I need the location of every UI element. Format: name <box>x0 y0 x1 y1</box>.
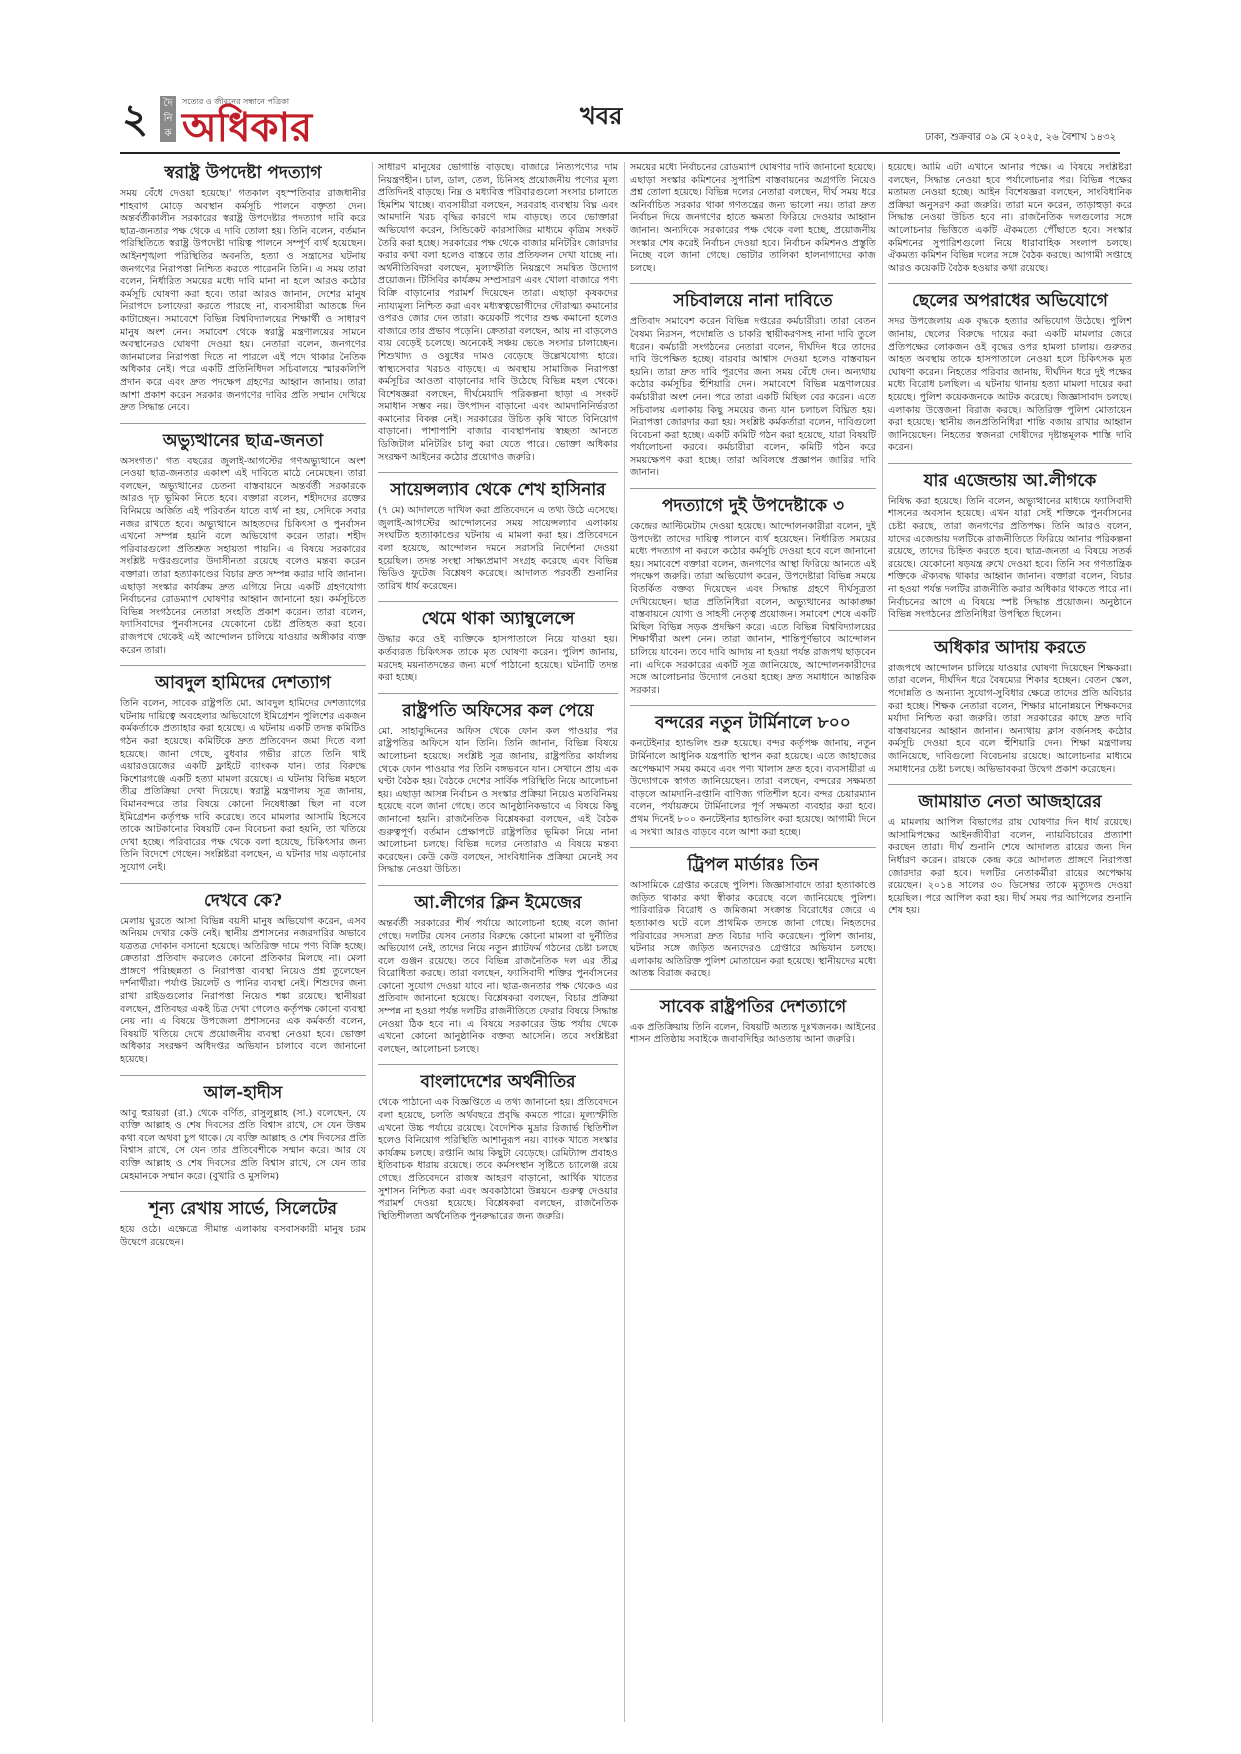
article <box>120 883 366 1067</box>
article-body: রাজপথে আন্দোলন চালিয়ে যাওয়ার ঘোষণা দিয়েছেন শিক্ষকরা। তারা বলেন, দীর্ঘদিন ধরে বৈষম্যের শিকার হচ্ছেন। বেতন স্কেল, পদোন্নতি ও অন্যান্য সুযোগ-সুবিধার ক্ষেত্রে তাদের প্রতি অবিচার করা হচ্ছে। শিক্ষক নেতারা বলেন, শিক্ষার মানোন্নয়নে শিক্ষকদের মর্যাদা নিশ্চিত করা জরুরি। তারা সরকারের কাছে দ্রুত দাবি বাস্তবায়নের আহ্বান জানান। অন্যথায় ক্লাস বর্জনসহ কঠোর কর্মসূচি দেওয়া হবে বলে হুঁশিয়ারি দেন। শিক্ষা মন্ত্রণালয় জানিয়েছে, দাবিগুলো বিবেচনায় রয়েছে। আলোচনার মাধ্যমে সমাধানের চেষ্টা চলছে। অভিভাবকরা উদ্বেগ প্রকাশ করেছেন। <box>888 662 1132 775</box>
column-divider <box>372 162 373 1722</box>
article-body: উদ্ধার করে ওই ব্যক্তিকে হাসপাতালে নিয়ে যাওয়া হয়। কর্তব্যরত চিকিৎসক তাকে মৃত ঘোষণা করেন। পুলিশ জানায়, মরদেহ ময়নাতদন্তের জন্য মর্গে পাঠানো হয়েছে। ঘটনাটি তদন্ত করা হচ্ছে। <box>378 634 618 684</box>
article-body: আসামিকে গ্রেপ্তার করেছে পুলিশ। জিজ্ঞাসাবাদে তারা হত্যাকাণ্ডে জড়িত থাকার কথা স্বীকার করেছে বলে জানিয়েছে পুলিশ। পারিবারিক বিরোধ ও জমিজমা সংক্রান্ত বিরোধের জেরে এ হত্যাকাণ্ড ঘটে বলে প্রাথমিক তদন্তে জানা গেছে। নিহতদের পরিবারের সদস্যরা দ্রুত বিচার দাবি করেছেন। পুলিশ জানায়, ঘটনার সঙ্গে জড়িত অন্যদেরও গ্রেপ্তারে অভিযান চলছে। এলাকায় অতিরিক্ত পুলিশ মোতায়েন করা হয়েছে। স্থানীয়দের মধ্যে আতঙ্ক বিরাজ করছে। <box>630 880 876 980</box>
article-body: কেন্দ্রের আল্টিমেটাম দেওয়া হয়েছে। আন্দোলনকারীরা বলেন, দুই উপদেষ্টা তাদের দায়িত্ব পালনে ব্যর্থ হয়েছেন। নির্ধারিত সময়ের মধ্যে পদত্যাগ না করলে কঠোর কর্মসূচি দেওয়া হবে বলে জানানো হয়। সমাবেশে বক্তারা বলেন, জনগণের আস্থা ফিরিয়ে আনতে এই পদক্ষেপ জরুরি। তারা অভিযোগ করেন, উপদেষ্টারা বিভিন্ন সময়ে বিতর্কিত বক্তব্য দিয়েছেন এবং সিদ্ধান্ত গ্রহণে দীর্ঘসূত্রতা দেখিয়েছেন। ছাত্র প্রতিনিধিরা বলেন, অভ্যুত্থানের আকাঙ্ক্ষা বাস্তবায়নে যোগ্য ও সাহসী নেতৃত্ব প্রয়োজন। সমাবেশ শেষে একটি মিছিল বিভিন্ন সড়ক প্রদক্ষিণ করে। এতে বিভিন্ন বিশ্ববিদ্যালয়ের শিক্ষার্থীরা অংশ নেন। তারা জানান, শান্তিপূর্ণভাবে আন্দোলন চালিয়ে যাবেন। তবে দাবি আদায় না হওয়া পর্যন্ত রাজপথ ছাড়বেন না। এদিকে সরকারের একটি সূত্র জানিয়েছে, আন্দোলনকারীদের সঙ্গে আলোচনার উদ্যোগ নেওয়া হচ্ছে। দ্রুত সমাধানে আন্তরিক সরকার। <box>630 521 876 696</box>
article-body: হয়েছে। আমি এটা এখানে আনার পক্ষে। এ বিষয়ে সংশ্লিষ্টরা বলছেন, সিদ্ধান্ত নেওয়া হবে পর্যালোচনার পর। বিভিন্ন পক্ষের মতামত নেওয়া হচ্ছে। আইন বিশেষজ্ঞরা বলছেন, সাংবিধানিক প্রক্রিয়া অনুসরণ করা জরুরি। তারা মনে করেন, তাড়াহুড়া করে সিদ্ধান্ত নেওয়া উচিত হবে না। রাজনৈতিক দলগুলোর সঙ্গে আলোচনার ভিত্তিতে একটি ঐকমত্যে পৌঁছাতে হবে। সংস্কার কমিশনের সুপারিশগুলো নিয়ে ধারাবাহিক সংলাপ চলছে। ঐকমত্য কমিশন বিভিন্ন দলের সঙ্গে বৈঠক করছে। আগামী সপ্তাহে আরও কয়েকটি বৈঠক হওয়ার কথা রয়েছে। <box>888 162 1132 274</box>
article-headline: দেখবে কে? <box>120 883 366 912</box>
article-body: এক প্রতিক্রিয়ায় তিনি বলেন, বিষয়টি অত্যন্ত দুঃখজনক। আইনের শাসন প্রতিষ্ঠায় সবাইকে জবাবদিহির আওতায় আনা জরুরি। <box>630 1021 876 1046</box>
article <box>888 283 1132 455</box>
article <box>630 283 876 480</box>
article-headline: ছেলের অপরাধের অভিযোগে <box>888 283 1132 312</box>
article-headline: যার এজেন্ডায় আ.লীগকে <box>888 463 1132 492</box>
article-body: আবু হুরায়রা (রা.) থেকে বর্ণিত, রাসুলুল্লাহ (সা.) বলেছেন, যে ব্যক্তি আল্লাহ ও শেষ দিবসের প্রতি বিশ্বাস রাখে, সে যেন উত্তম কথা বলে অথবা চুপ থাকে। যে ব্যক্তি আল্লাহ ও শেষ দিবসের প্রতি বিশ্বাস রাখে, সে যেন তার প্রতিবেশীকে সম্মান করে। আর যে ব্যক্তি আল্লাহ ও শেষ দিবসের প্রতি বিশ্বাস রাখে, সে যেন তার মেহমানকে সম্মান করে। (বুখারি ও মুসলিম) <box>120 1107 366 1182</box>
article-headline: বন্দরের নতুন টার্মিনালে ৮০০ <box>630 705 876 734</box>
article-headline: জামায়াত নেতা আজহারের <box>888 784 1132 813</box>
article <box>888 630 1132 776</box>
column-4 <box>888 162 1132 1722</box>
article <box>378 162 618 464</box>
article-body: সাধারণ মানুষের ভোগান্তি বাড়ছে। বাজারে নিত্যপণ্যের দাম নিয়ন্ত্রণহীন। চাল, ডাল, তেল, চিনিসহ প্রয়োজনীয় পণ্যের মূল্য প্রতিদিনই বাড়ছে। নিম্ন ও মধ্যবিত্ত পরিবারগুলো সংসার চালাতে হিমশিম খাচ্ছে। ব্যবসায়ীরা বলছেন, সরবরাহ ব্যবস্থায় বিঘ্ন এবং আমদানি খরচ বৃদ্ধির কারণে দাম বাড়ছে। তবে ভোক্তারা অভিযোগ করেন, সিন্ডিকেট কারসাজির মাধ্যমে কৃত্রিম সংকট তৈরি করা হচ্ছে। সরকারের পক্ষ থেকে বাজার মনিটরিং জোরদার করার কথা বলা হলেও বাস্তবে তার প্রতিফলন দেখা যাচ্ছে না। অর্থনীতিবিদরা বলছেন, মূল্যস্ফীতি নিয়ন্ত্রণে সমন্বিত উদ্যোগ প্রয়োজন। টিসিবির কার্যক্রম সম্প্রসারণ এবং খোলা বাজারে পণ্য বিক্রি বাড়ানোর পরামর্শ দিয়েছেন তারা। এছাড়া কৃষকদের ন্যায্যমূল্য নিশ্চিত করা এবং মধ্যস্বত্বভোগীদের দৌরাত্ম্য কমানোর ওপরও জোর দেন তারা। কয়েকটি পণ্যের শুল্ক কমানো হলেও বাজারে তার প্রভাব পড়েনি। ক্রেতারা বলছেন, আয় না বাড়লেও ব্যয় বেড়েই চলেছে। অনেকেই সঞ্চয় ভেঙে সংসার চালাচ্ছেন। শিশুখাদ্য ও ওষুধের দামও বেড়েছে উল্লেখযোগ্য হারে। স্বাস্থ্যসেবার খরচও বাড়ছে। এ অবস্থায় সামাজিক নিরাপত্তা কর্মসূচির আওতা বাড়ানোর দাবি উঠেছে বিভিন্ন মহল থেকে। বিশেষজ্ঞরা বলছেন, দীর্ঘমেয়াদি পরিকল্পনা ছাড়া এ সংকট সমাধান সম্ভব নয়। উৎপাদন বাড়ানো এবং আমদানিনির্ভরতা কমানোর বিকল্প নেই। সরকারের উচিত কৃষি খাতে বিনিয়োগ বাড়ানো। পাশাপাশি বাজার ব্যবস্থাপনায় স্বচ্ছতা আনতে ডিজিটাল মনিটরিং চালু করা যেতে পারে। ভোক্তা অধিকার সংরক্ষণ আইনের কঠোর প্রয়োগও জরুরি। <box>378 162 618 463</box>
article <box>378 472 618 593</box>
article-headline: ট্রিপল মার্ডারঃ তিন <box>630 847 876 876</box>
article <box>120 162 366 415</box>
article-body: প্রতিবাদ সমাবেশ করেন বিভিন্ন দপ্তরের কর্মচারীরা। তারা বেতন বৈষম্য নিরসন, পদোন্নতি ও চাকরি স্থায়ীকরণসহ নানা দাবি তুলে ধরেন। কর্মচারী সংগঠনের নেতারা বলেন, দীর্ঘদিন ধরে তাদের দাবি উপেক্ষিত হচ্ছে। বারবার আশ্বাস দেওয়া হলেও বাস্তবায়ন হয়নি। তারা দ্রুত দাবি পূরণের জন্য সময় বেঁধে দেন। অন্যথায় কঠোর কর্মসূচির হুঁশিয়ারি দেন। সমাবেশে বিভিন্ন মন্ত্রণালয়ের কর্মচারীরা অংশ নেন। পরে তারা একটি মিছিল বের করেন। এতে সচিবালয় এলাকায় কিছু সময়ের জন্য যান চলাচল বিঘ্নিত হয়। নিরাপত্তা জোরদার করা হয়। সংশ্লিষ্ট কর্মকর্তারা বলেন, দাবিগুলো বিবেচনা করা হচ্ছে। একটি কমিটি গঠন করা হয়েছে, যারা বিষয়টি পর্যালোচনা করবে। কর্মচারীরা বলেন, কমিটি গঠন করে সময়ক্ষেপণ করা হচ্ছে। তারা অবিলম্বে প্রজ্ঞাপন জারির দাবি জানান। <box>630 316 876 479</box>
article-headline: আ.লীগের ক্লিন ইমেজের <box>378 885 618 914</box>
article <box>630 162 876 275</box>
article-body: মেলায় ঘুরতে আসা বিভিন্ন বয়সী মানুষ অভিযোগ করেন, এসব অনিয়ম দেখার কেউ নেই। স্থানীয় প্রশাসনের নজরদারির অভাবে যত্রতত্র দোকান বসানো হয়েছে। অতিরিক্ত দামে পণ্য বিক্রি হচ্ছে। ক্রেতারা প্রতিবাদ করলেও কোনো প্রতিকার মিলছে না। মেলা প্রাঙ্গণে পরিচ্ছন্নতা ও নিরাপত্তা ব্যবস্থা নিয়েও প্রশ্ন তুলেছেন দর্শনার্থীরা। পর্যাপ্ত টয়লেট ও পানির ব্যবস্থা নেই। শিশুদের জন্য রাখা রাইডগুলোর নিরাপত্তা নিয়েও শঙ্কা রয়েছে। স্থানীয়রা বলছেন, প্রতিবছর একই চিত্র দেখা গেলেও কর্তৃপক্ষ কোনো ব্যবস্থা নেয় না। এ বিষয়ে উপজেলা প্রশাসনের এক কর্মকর্তা বলেন, বিষয়টি খতিয়ে দেখে প্রয়োজনীয় ব্যবস্থা নেওয়া হবে। ভোক্তা অধিকার সংরক্ষণ অধিদপ্তর অভিযান চালাবে বলে জানানো হয়েছে। <box>120 915 366 1066</box>
article-body: সময়ের মধ্যে নির্বাচনের রোডম্যাপ ঘোষণার দাবি জানানো হয়েছে। এছাড়া সংস্কার কমিশনের সুপারিশ বাস্তবায়নের অগ্রগতি নিয়েও প্রশ্ন তোলা হয়েছে। বিভিন্ন দলের নেতারা বলছেন, দীর্ঘ সময় ধরে অনির্বাচিত সরকার থাকা গণতন্ত্রের জন্য ভালো নয়। তারা দ্রুত নির্বাচন দিয়ে জনগণের হাতে ক্ষমতা ফিরিয়ে দেওয়ার আহ্বান জানান। অন্যদিকে সরকারের পক্ষ থেকে বলা হচ্ছে, প্রয়োজনীয় সংস্কার শেষ করেই নির্বাচন দেওয়া হবে। নির্বাচন কমিশনও প্রস্তুতি নিচ্ছে বলে জানা গেছে। ভোটার তালিকা হালনাগাদের কাজ চলছে। <box>630 162 876 274</box>
article-headline: আবদুল হামিদের দেশত্যাগ <box>120 665 366 694</box>
article-headline: আল-হাদীস <box>120 1075 366 1104</box>
article-body: মো. সাহাবুদ্দিনের অফিস থেকে ফোন কল পাওয়ার পর রাষ্ট্রপতির অফিসে যান তিনি। তিনি জানান, বিভিন্ন বিষয়ে আলোচনা হয়েছে। সংশ্লিষ্ট সূত্র জানায়, রাষ্ট্রপতির কার্যালয় থেকে ফোন পাওয়ার পর তিনি বঙ্গভবনে যান। সেখানে প্রায় এক ঘণ্টা বৈঠক হয়। বৈঠকে দেশের সার্বিক পরিস্থিতি নিয়ে আলোচনা হয়। এছাড়া আসন্ন নির্বাচন ও সংস্কার প্রক্রিয়া নিয়েও মতবিনিময় হয়েছে বলে জানা গেছে। তবে আনুষ্ঠানিকভাবে এ বিষয়ে কিছু জানানো হয়নি। রাজনৈতিক বিশ্লেষকরা বলছেন, এই বৈঠক গুরুত্বপূর্ণ। বর্তমান প্রেক্ষাপটে রাষ্ট্রপতির ভূমিকা নিয়ে নানা আলোচনা চলছে। বিভিন্ন দলের নেতারাও এ বিষয়ে মন্তব্য করেছেন। কেউ কেউ বলছেন, সাংবিধানিক প্রক্রিয়া মেনেই সব সিদ্ধান্ত নেওয়া উচিত। <box>378 725 618 876</box>
article-headline: সচিবালয়ে নানা দাবিতে <box>630 283 876 312</box>
masthead <box>120 92 1120 154</box>
article <box>630 989 876 1047</box>
article-body: অসংগত।' গত বছরের জুলাই-আগস্টের গণঅভ্যুত্থানে অংশ নেওয়া ছাত্র-জনতার একাংশ এই দাবিতে মাঠে নেমেছেন। তারা বলছেন, অভ্যুত্থানের চেতনা বাস্তবায়নে অন্তর্বর্তী সরকারকে আরও দৃঢ় ভূমিকা নিতে হবে। বক্তারা বলেন, শহীদদের রক্তের বিনিময়ে অর্জিত এই পরিবর্তন যাতে ব্যর্থ না হয়, সেদিকে সবার নজর রাখতে হবে। অভ্যুত্থানে আহতদের চিকিৎসা ও পুনর্বাসন এখনো সম্পন্ন হয়নি বলে অভিযোগ করেন তারা। শহীদ পরিবারগুলো প্রতিশ্রুত সহায়তা পায়নি। এ বিষয়ে সরকারের সংশ্লিষ্ট দপ্তরগুলোর উদাসীনতা রয়েছে বলেও মন্তব্য করেন বক্তারা। তারা হত্যাকাণ্ডের বিচার দ্রুত সম্পন্ন করার দাবি জানান। এছাড়া সংস্কার কার্যক্রম দ্রুত এগিয়ে নিয়ে একটি গ্রহণযোগ্য নির্বাচনের রোডম্যাপ ঘোষণার আহ্বান জানানো হয়। কর্মসূচিতে বিভিন্ন সংগঠনের নেতারা সংহতি প্রকাশ করেন। তারা বলেন, ফ্যাসিবাদের পুনর্বাসনের যেকোনো চেষ্টা প্রতিহত করা হবে। রাজপথে থেকেই এই আন্দোলন চালিয়ে যাওয়ার অঙ্গীকার ব্যক্ত করেন তারা। <box>120 455 366 656</box>
article <box>630 847 876 981</box>
article-body: তিনি বলেন, সাবেক রাষ্ট্রপতি মো. আবদুল হামিদের দেশত্যাগের ঘটনায় দায়িত্বে অবহেলার অভিযোগে ইমিগ্রেশন পুলিশের একজন কর্মকর্তাকে প্রত্যাহার করা হয়েছে। এ ঘটনায় একটি তদন্ত কমিটিও গঠন করা হয়েছে। কমিটিকে দ্রুত প্রতিবেদন জমা দিতে বলা হয়েছে। জানা গেছে, বুধবার গভীর রাতে তিনি থাই এয়ারওয়েজের একটি ফ্লাইটে ব্যাংকক যান। তার বিরুদ্ধে কিশোরগঞ্জে একটি হত্যা মামলা রয়েছে। এ ঘটনায় বিভিন্ন মহলে তীব্র প্রতিক্রিয়া দেখা দিয়েছে। স্বরাষ্ট্র মন্ত্রণালয় সূত্র জানায়, বিমানবন্দরে তার বিষয়ে কোনো নিষেধাজ্ঞা ছিল না বলে ইমিগ্রেশন কর্তৃপক্ষ দাবি করেছে। তবে মামলার আসামি হিসেবে তাকে আটকানোর বিষয়টি কেন বিবেচনা করা হয়নি, তা খতিয়ে দেখা হচ্ছে। পরিবারের পক্ষ থেকে বলা হয়েছে, চিকিৎসার জন্য তিনি বিদেশে গেছেন। সংশ্লিষ্টরা বলছেন, এ ঘটনার দায় এড়ানোর সুযোগ নেই। <box>120 698 366 873</box>
dateline: ঢাকা, শুক্রবার ০৯ মে ২০২৫, ২৬ বৈশাখ ১৪৩২ <box>925 132 1116 143</box>
newspaper-logo: অধিকার <box>182 104 313 151</box>
article <box>120 423 366 658</box>
article-headline: থেমে থাকা অ্যাম্বুলেন্সে <box>378 601 618 630</box>
page-number: ২ <box>122 95 149 142</box>
article-body: থেকে পাঠানো এক বিজ্ঞপ্তিতে এ তথ্য জানানো হয়। প্রতিবেদনে বলা হয়েছে, চলতি অর্থবছরে প্রবৃদ্ধি কমতে পারে। মূল্যস্ফীতি এখনো উচ্চ পর্যায়ে রয়েছে। বৈদেশিক মুদ্রার রিজার্ভ স্থিতিশীল হলেও বিনিয়োগ পরিস্থিতি আশানুরূপ নয়। ব্যাংক খাতে সংস্কার কার্যক্রম চলছে। রপ্তানি আয় কিছুটা বেড়েছে। রেমিট্যান্স প্রবাহও ইতিবাচক ধারায় রয়েছে। তবে কর্মসংস্থান সৃষ্টিতে চ্যালেঞ্জ রয়ে গেছে। প্রতিবেদনে রাজস্ব আহরণ বাড়ানো, আর্থিক খাতের সুশাসন নিশ্চিত করা এবং অবকাঠামো উন্নয়নে গুরুত্ব দেওয়ার পরামর্শ দেওয়া হয়েছে। বিশ্লেষকরা বলছেন, রাজনৈতিক স্থিতিশীলতা অর্থনৈতিক পুনরুদ্ধারের জন্য জরুরি। <box>378 1097 618 1222</box>
article <box>630 705 876 839</box>
article-body: কনটেইনার হ্যান্ডলিং শুরু হয়েছে। বন্দর কর্তৃপক্ষ জানায়, নতুন টার্মিনালে আধুনিক যন্ত্রপাতি স্থাপন করা হয়েছে। এতে জাহাজের অপেক্ষমাণ সময় কমবে এবং পণ্য খালাস দ্রুত হবে। ব্যবসায়ীরা এ উদ্যোগকে স্বাগত জানিয়েছেন। তারা বলছেন, বন্দরের সক্ষমতা বাড়লে আমদানি-রপ্তানি বাণিজ্য গতিশীল হবে। বন্দর চেয়ারম্যান বলেন, পর্যায়ক্রমে টার্মিনালের পূর্ণ সক্ষমতা ব্যবহার করা হবে। প্রথম দিনেই ৮০০ কনটেইনার হ্যান্ডলিং করা হয়েছে। আগামী দিনে এ সংখ্যা আরও বাড়বে বলে আশা করা হচ্ছে। <box>630 738 876 838</box>
article <box>888 463 1132 622</box>
column-2 <box>378 162 618 1722</box>
article <box>378 1064 618 1223</box>
article-headline: অধিকার আদায় করতে <box>888 630 1132 659</box>
article-body: অন্তর্বর্তী সরকারের শীর্ষ পর্যায়ে আলোচনা হচ্ছে বলে জানা গেছে। দলটির যেসব নেতার বিরুদ্ধে কোনো মামলা বা দুর্নীতির অভিযোগ নেই, তাদের নিয়ে নতুন প্ল্যাটফর্ম গঠনের চেষ্টা চলছে বলে গুঞ্জন রয়েছে। তবে বিভিন্ন রাজনৈতিক দল এর তীব্র বিরোধিতা করছে। তারা বলছেন, ফ্যাসিবাদী শক্তির পুনর্বাসনের কোনো সুযোগ দেওয়া যাবে না। ছাত্র-জনতার পক্ষ থেকেও এর প্রতিবাদ জানানো হয়েছে। বিশ্লেষকরা বলছেন, বিচার প্রক্রিয়া সম্পন্ন না হওয়া পর্যন্ত দলটির রাজনীতিতে ফেরার বিষয়ে সিদ্ধান্ত নেওয়া ঠিক হবে না। এ বিষয়ে সরকারের উচ্চ পর্যায় থেকে এখনো কোনো আনুষ্ঠানিক বক্তব্য আসেনি। তবে সংশ্লিষ্টরা বলছেন, আলোচনা চলছে। <box>378 917 618 1055</box>
article-body: এ মামলায় আপিল বিভাগের রায় ঘোষণার দিন ধার্য রয়েছে। আসামিপক্ষের আইনজীবীরা বলেন, ন্যায়বিচারের প্রত্যাশা করছেন তারা। দীর্ঘ শুনানি শেষে আদালত রায়ের জন্য দিন নির্ধারণ করেন। রায়কে কেন্দ্র করে আদালত প্রাঙ্গণে নিরাপত্তা জোরদার করা হবে। দলটির নেতাকর্মীরা রায়ের অপেক্ষায় রয়েছেন। ২০১৪ সালের ৩০ ডিসেম্বর তাকে মৃত্যুদণ্ড দেওয়া হয়েছিল। পরে আপিল করা হয়। দীর্ঘ সময় পর আপিলের শুনানি শেষ হয়। <box>888 817 1132 917</box>
article <box>378 601 618 684</box>
article-headline: শূন্য রেখায় সার্ভে, সিলেটের <box>120 1191 366 1220</box>
article-headline: সায়েন্সল্যাব থেকে শেখ হাসিনার <box>378 472 618 501</box>
column-3 <box>630 162 876 1722</box>
article <box>630 488 876 697</box>
article-headline: রাষ্ট্রপতি অফিসের কল পেয়ে <box>378 693 618 722</box>
section-title: খবর <box>580 101 623 130</box>
article-body: নিষিদ্ধ করা হয়েছে। তিনি বলেন, অভ্যুত্থানের মাধ্যমে ফ্যাসিবাদী শাসনের অবসান হয়েছে। এখন যারা সেই শক্তিকে পুনর্বাসনের চেষ্টা করছে, তারা জনগণের প্রতিপক্ষ। তিনি আরও বলেন, যাদের এজেন্ডায় দলটিকে রাজনীতিতে ফিরিয়ে আনার পরিকল্পনা রয়েছে, তাদের চিহ্নিত করতে হবে। ছাত্র-জনতা এ বিষয়ে সতর্ক রয়েছে। যেকোনো ষড়যন্ত্র রুখে দেওয়া হবে। তিনি সব গণতান্ত্রিক শক্তিকে ঐক্যবদ্ধ থাকার আহ্বান জানান। বক্তারা বলেন, বিচার না হওয়া পর্যন্ত দলটির রাজনীতি করার অধিকার থাকতে পারে না। নির্বাচনের আগে এ বিষয়ে স্পষ্ট সিদ্ধান্ত প্রয়োজন। অনুষ্ঠানে বিভিন্ন সংগঠনের প্রতিনিধিরা উপস্থিত ছিলেন। <box>888 495 1132 621</box>
article-headline: পদত্যাগে দুই উপদেষ্টাকে ৩ <box>630 488 876 517</box>
article-headline: স্বরাষ্ট্র উপদেষ্টা পদত্যাগ <box>164 163 322 183</box>
article-body: সদর উপজেলায় এক বৃদ্ধকে হত্যার অভিযোগ উঠেছে। পুলিশ জানায়, ছেলের বিরুদ্ধে দায়ের করা একটি মামলার জেরে প্রতিপক্ষের লোকজন ওই বৃদ্ধের ওপর হামলা চালায়। গুরুতর আহত অবস্থায় তাকে হাসপাতালে নেওয়া হলে চিকিৎসক মৃত ঘোষণা করেন। নিহতের পরিবার জানায়, দীর্ঘদিন ধরে দুই পক্ষের মধ্যে বিরোধ চলছিল। এ ঘটনায় থানায় হত্যা মামলা দায়ের করা হয়েছে। পুলিশ কয়েকজনকে আটক করেছে। জিজ্ঞাসাবাদ চলছে। এলাকায় উত্তেজনা বিরাজ করছে। অতিরিক্ত পুলিশ মোতায়েন করা হয়েছে। স্থানীয় জনপ্রতিনিধিরা শান্তি বজায় রাখার আহ্বান জানিয়েছেন। নিহতের স্বজনরা দোষীদের দৃষ্টান্তমূলক শাস্তি দাবি করেন। <box>888 316 1132 454</box>
daily-flag: দৈ নি ক <box>160 96 176 142</box>
column-divider <box>624 162 625 1722</box>
article <box>120 1191 366 1249</box>
tagline: সত্যের ও জীবনের সন্ধানে পত্রিকা <box>182 97 290 106</box>
article-headline: অভ্যুত্থানের ছাত্র-জনতা <box>120 423 366 452</box>
article <box>120 665 366 874</box>
article <box>120 1075 366 1184</box>
article-body: সময় বেঁধে দেওয়া হয়েছে।' গতকাল বৃহস্পতিবার রাজধানীর শাহবাগ মোড়ে অবস্থান কর্মসূচি পালনে বক্তৃতা দেন। অন্তর্বর্তীকালীন সরকারের স্বরাষ্ট্র উপদেষ্টার পদত্যাগ দাবি করে ছাত্র-জনতার পক্ষ থেকে এ দাবি তোলা হয়। তিনি বলেন, বর্তমান পরিস্থিতিতে স্বরাষ্ট্র উপদেষ্টা দায়িত্ব পালনে সম্পূর্ণ ব্যর্থ হয়েছেন। আইনশৃঙ্খলা পরিস্থিতির অবনতি, হত্যা ও সন্ত্রাসের ঘটনায় জনগণের নিরাপত্তা নিশ্চিত করতে পারেননি তিনি। এ সময় তারা বলেন, নির্ধারিত সময়ের মধ্যে দাবি মানা না হলে আরও কঠোর কর্মসূচি ঘোষণা করা হবে। তারা আরও জানান, দেশের মানুষ নিরাপদে চলাফেরা করতে পারছে না, ব্যবসায়ীরা আতঙ্কে দিন কাটাচ্ছেন। সমাবেশে বিভিন্ন বিশ্ববিদ্যালয়ের শিক্ষার্থী ও সাধারণ মানুষ অংশ নেন। সমাবেশ থেকে স্বরাষ্ট্র মন্ত্রণালয়ের সামনে অবস্থানেরও ঘোষণা দেওয়া হয়। নেতারা বলেন, জনগণের জানমালের নিরাপত্তা দিতে না পারলে এই পদে থাকার নৈতিক অধিকার নেই। পরে একটি প্রতিনিধিদল সচিবালয়ে স্মারকলিপি প্রদান করে এবং দ্রুত পদক্ষেপ গ্রহণের আহ্বান জানায়। তারা আশা প্রকাশ করেন সরকার জনগণের দাবির প্রতি সম্মান দেখিয়ে দ্রুত সিদ্ধান্ত নেবে। <box>120 188 366 414</box>
article-headline: বাংলাদেশের অর্থনীতির <box>378 1064 618 1093</box>
article-body: (৭ মে) আদালতে দাখিল করা প্রতিবেদনে এ তথ্য উঠে এসেছে। জুলাই-আগস্টের আন্দোলনের সময় সায়েন্সল্যাব এলাকায় সংঘটিত হত্যাকাণ্ডের ঘটনায় এ মামলা করা হয়। প্রতিবেদনে বলা হয়েছে, আন্দোলন দমনে সরাসরি নির্দেশনা দেওয়া হয়েছিল। তদন্ত সংস্থা সাক্ষ্যপ্রমাণ সংগ্রহ করেছে এবং বিভিন্ন ভিডিও ফুটেজ বিশ্লেষণ করেছে। আদালত পরবর্তী শুনানির তারিখ ধার্য করেছেন। <box>378 505 618 592</box>
column-divider <box>882 162 883 1722</box>
column-1 <box>120 162 366 1722</box>
article <box>378 885 618 1057</box>
article <box>888 162 1132 275</box>
article <box>888 784 1132 918</box>
article-body: হয়ে ওঠে। এক্ষেত্রে সীমান্ত এলাকায় বসবাসকারী মানুষ চরম উদ্বেগে রয়েছেন। <box>120 1224 366 1248</box>
article <box>378 693 618 877</box>
article-headline: সাবেক রাষ্ট্রপতির দেশত্যাগে <box>630 989 876 1018</box>
